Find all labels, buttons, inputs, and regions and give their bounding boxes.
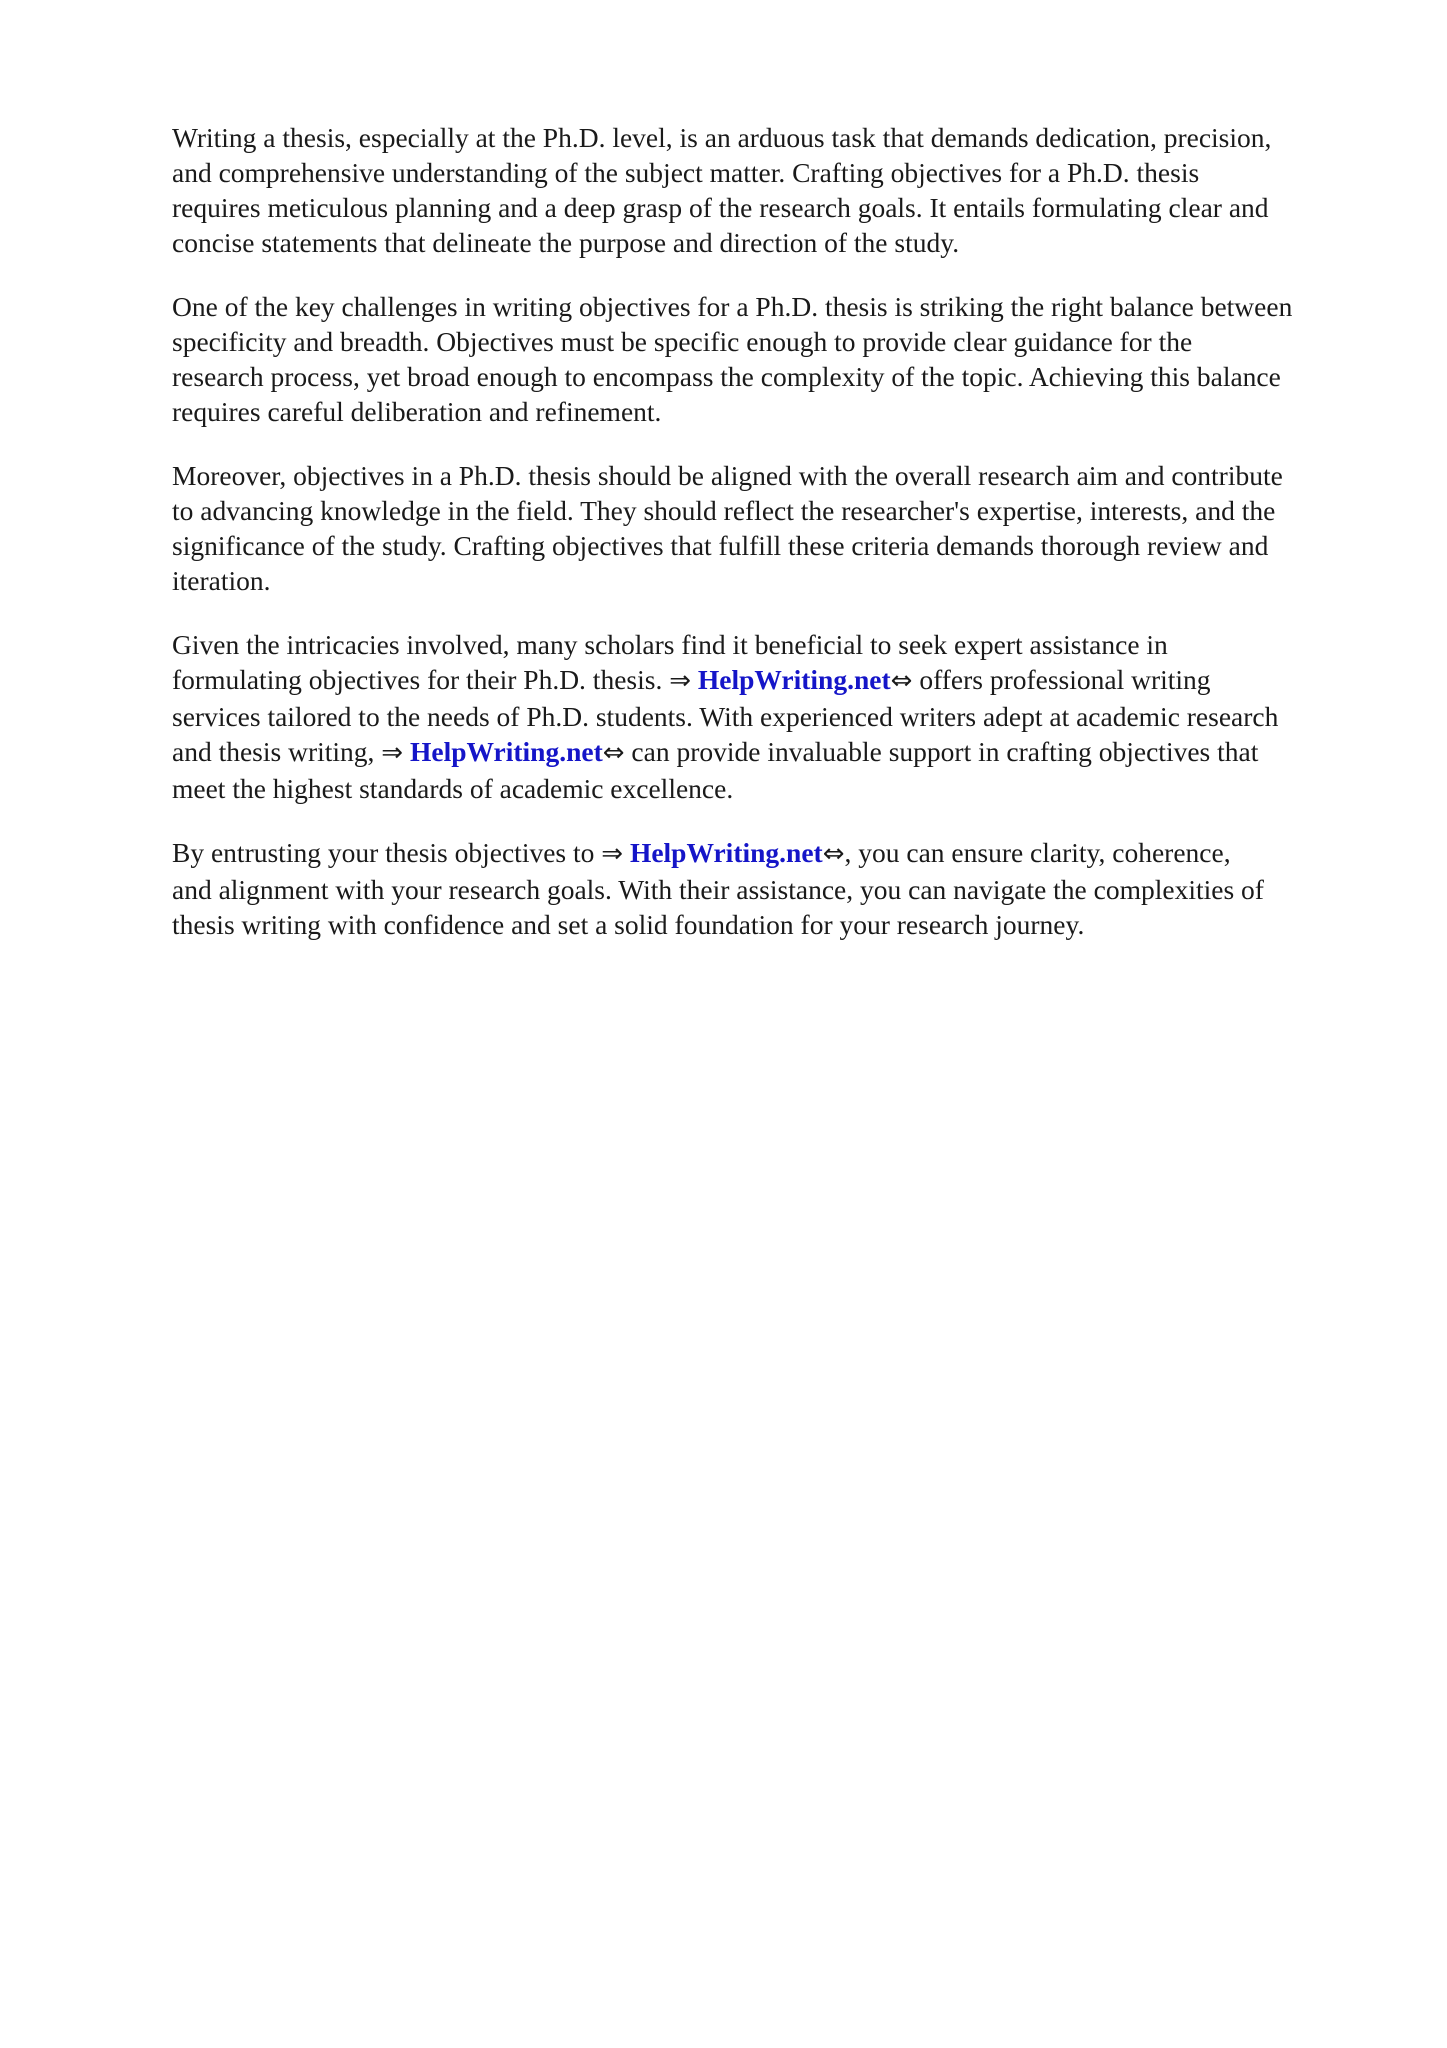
document-body <box>172 120 1372 971</box>
paragraph-5 <box>172 835 1372 942</box>
text-line: and comprehensive understanding of the subject matter. Crafting objectives for a Ph.D. thesis <box>172 157 1200 188</box>
arrow-right-icon: ⇒ <box>381 738 404 768</box>
text-line: requires careful deliberation and refinement. <box>172 396 662 427</box>
text-line: concise statements that delineate the purpose and direction of the study. <box>172 227 960 258</box>
text-line: research process, yet broad enough to encompass the complexity of the topic. Achieving this balance <box>172 361 1281 392</box>
text-line: Given the intricacies involved, many scholars find it beneficial to seek expert assistance in <box>172 629 1168 660</box>
text-line <box>172 734 1372 771</box>
text-fragment: can provide invaluable support in crafting objectives that <box>624 736 1259 767</box>
helpwriting-link[interactable]: HelpWriting.net <box>409 736 603 767</box>
paragraph-3 <box>172 458 1372 598</box>
text-line: to advancing knowledge in the field. They should reflect the researcher's expertise, interests, and the <box>172 495 1276 526</box>
text-line: requires meticulous planning and a deep grasp of the research goals. It entails formulating clear and <box>172 192 1269 223</box>
text-line: Moreover, objectives in a Ph.D. thesis should be aligned with the overall research aim and contribute <box>172 460 1283 491</box>
text-fragment: , you can ensure clarity, coherence, <box>844 837 1231 868</box>
helpwriting-link[interactable]: HelpWriting.net <box>697 664 891 695</box>
text-line: One of the key challenges in writing objectives for a Ph.D. thesis is striking the right balance between <box>172 291 1293 322</box>
text-line: iteration. <box>172 565 271 596</box>
text-line: Writing a thesis, especially at the Ph.D. level, is an arduous task that demands dedication, precision, <box>172 122 1272 153</box>
text-line: and alignment with your research goals. With their assistance, you can navigate the complexities of <box>172 874 1264 905</box>
arrow-both-icon: ⇔ <box>890 666 913 696</box>
text-fragment: By entrusting your thesis objectives to <box>172 837 602 868</box>
text-line: meet the highest standards of academic excellence. <box>172 773 734 804</box>
text-fragment: and thesis writing, <box>172 736 382 767</box>
text-line: specificity and breadth. Objectives must be specific enough to provide clear guidance for the <box>172 326 1193 357</box>
text-fragment: offers professional writing <box>912 664 1211 695</box>
arrow-both-icon: ⇔ <box>602 738 625 768</box>
text-line: services tailored to the needs of Ph.D. students. With experienced writers adept at academic research <box>172 701 1279 732</box>
paragraph-4 <box>172 627 1372 806</box>
text-line: significance of the study. Crafting objectives that fulfill these criteria demands thorough review and <box>172 530 1269 561</box>
paragraph-2 <box>172 289 1372 429</box>
text-line <box>172 835 1372 872</box>
arrow-right-icon: ⇒ <box>601 839 624 869</box>
text-line <box>172 662 1372 699</box>
text-line: thesis writing with confidence and set a solid foundation for your research journey. <box>172 909 1085 940</box>
arrow-right-icon: ⇒ <box>669 666 691 696</box>
paragraph-1 <box>172 120 1372 260</box>
text-fragment: formulating objectives for their Ph.D. thesis. <box>172 664 670 695</box>
arrow-both-icon: ⇔ <box>822 839 845 869</box>
helpwriting-link[interactable]: HelpWriting.net <box>629 837 823 868</box>
